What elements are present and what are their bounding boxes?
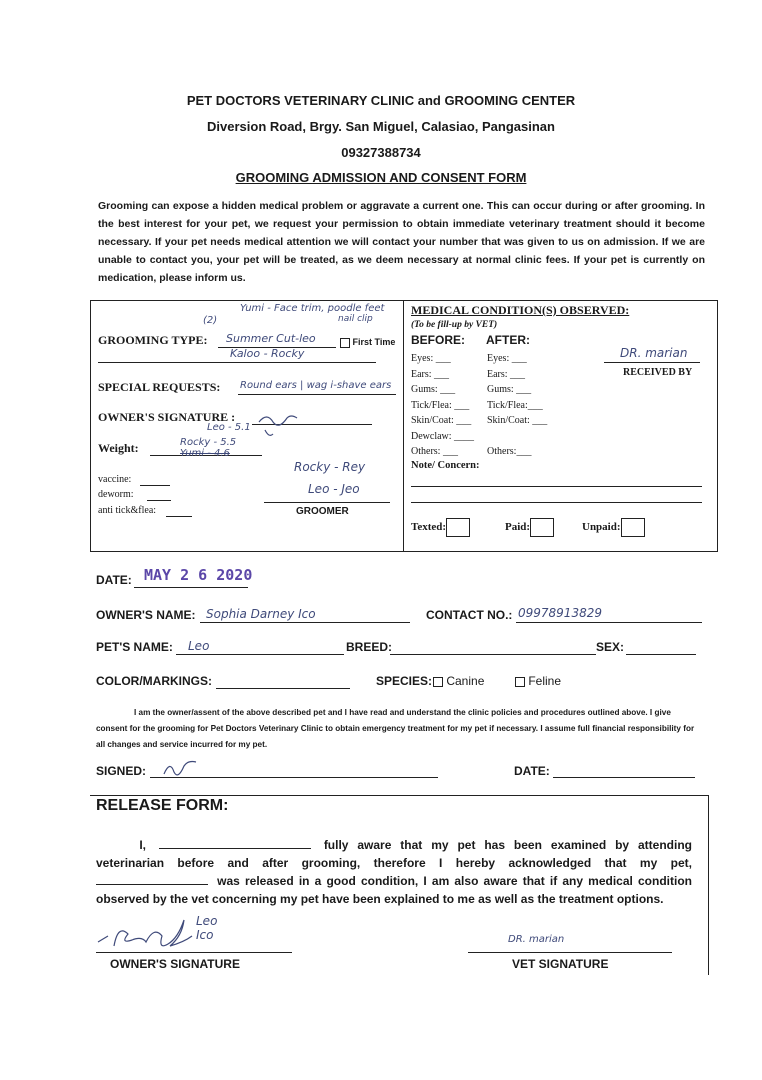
clinic-phone: 09327388734 — [341, 145, 421, 160]
release-title: RELEASE FORM: — [96, 797, 229, 814]
after-item: Skin/Coat: ___ — [487, 415, 548, 426]
after-item: Ears: ___ — [487, 368, 526, 380]
received-by-name: DR. marian — [620, 346, 688, 360]
species-label: SPECIES: — [376, 674, 433, 688]
owner-name-value[interactable]: Sophia Darney Ico — [206, 607, 316, 621]
antitick-line — [166, 516, 192, 517]
owner-name-line — [200, 622, 410, 623]
unpaid-checkbox[interactable] — [621, 518, 645, 537]
canine-label: Canine — [446, 674, 485, 688]
grooming-note-top: Yumi - Face trim, poodle feet — [240, 303, 385, 314]
before-item: Ears: ___ — [411, 368, 450, 380]
deworm-label: deworm: — [98, 489, 134, 500]
form-title: GROOMING ADMISSION AND CONSENT FORM — [235, 170, 527, 185]
grooming-note-nail: nail clip — [338, 314, 373, 324]
after-item: Tick/Flea:___ — [487, 399, 543, 411]
clinic-name: PET DOCTORS VETERINARY CLINIC and GROOMING CENTER — [186, 93, 576, 108]
sex-line[interactable] — [626, 654, 696, 655]
special-requests-line — [238, 394, 396, 395]
vaccine-line — [140, 485, 170, 486]
release-text-1: fully aware that my pet has been examined by attending veterinarian before and after grooming, therefore I hereby acknowledged that my pet, — [96, 838, 692, 870]
intro-paragraph: Grooming can expose a hidden medical problem or aggravate a current one. This can occur during or after grooming. In the best interest for your pet, we request your permission to obtain immediate veterinary treatment should it become necessary. If your pet needs medical attention we will contact your number that was given to us on admission. If we are unable to contact you, your pet will be treated, as we deem necessary at normal clinic fees. If your pet is currently on medication, please inform us. — [98, 200, 705, 284]
canine-option[interactable] — [433, 674, 484, 688]
release-pet-blank[interactable] — [96, 872, 208, 885]
paid-label: Paid: — [505, 521, 531, 534]
contact-value[interactable]: 09978913829 — [518, 606, 602, 620]
texted-option[interactable] — [411, 518, 470, 537]
unpaid-option[interactable] — [582, 518, 645, 537]
release-owner-handwriting: Leo Ico — [196, 914, 218, 942]
color-markings-label: COLOR/MARKINGS: — [96, 674, 212, 688]
grooming-type-line-2 — [98, 362, 376, 363]
before-item: Gums: ___ — [411, 384, 456, 395]
after-list — [487, 351, 547, 460]
vaccine-label: vaccine: — [98, 474, 132, 485]
consent-date-line[interactable] — [553, 777, 695, 778]
first-time-label: First Time — [352, 337, 396, 347]
paid-option[interactable] — [505, 518, 554, 537]
vet-signature-line — [468, 952, 672, 953]
before-list — [411, 351, 474, 460]
pet-name-value[interactable]: Leo — [188, 639, 210, 653]
owner-signature-scribble — [255, 410, 305, 440]
grooming-note-num: (2) — [203, 315, 218, 326]
texted-label: Texted: — [411, 521, 447, 534]
consent-date-label: DATE: — [514, 764, 550, 778]
breed-label: BREED: — [346, 640, 393, 654]
before-item: Skin/Coat: ___ — [411, 415, 472, 426]
release-vet-signature-label: VET SIGNATURE — [512, 957, 609, 971]
before-item: Others: ___ — [411, 446, 458, 457]
before-item: Eyes: ___ — [411, 353, 451, 364]
note-line-1[interactable] — [411, 486, 702, 487]
owner-signature-label: OWNER'S SIGNATURE : — [98, 410, 236, 424]
owner-signature-line-release — [96, 952, 292, 953]
release-i: I, — [139, 838, 146, 852]
box-divider — [403, 300, 404, 552]
first-time-checkbox[interactable] — [340, 338, 350, 348]
after-item: Others:___ — [487, 446, 532, 457]
feline-option[interactable] — [515, 674, 561, 688]
canine-checkbox[interactable] — [433, 677, 443, 687]
after-label: AFTER: — [486, 333, 530, 347]
texted-checkbox[interactable] — [446, 518, 470, 537]
before-item: Dewclaw: ____ — [411, 430, 475, 442]
medical-subtitle: (To be fill-up by VET) — [411, 320, 498, 330]
after-item: Eyes: ___ — [487, 353, 527, 364]
first-time-option[interactable] — [340, 337, 395, 348]
signed-label: SIGNED: — [96, 764, 147, 778]
release-owner-signature-label: OWNER'S SIGNATURE — [110, 957, 240, 971]
weight-value-1: Rocky - 5.5 — [180, 437, 237, 448]
after-item — [487, 429, 547, 445]
feline-label: Feline — [528, 674, 562, 688]
groomer-label: GROOMER — [296, 506, 349, 517]
release-right-border — [708, 795, 709, 975]
note-concern-label: Note/ Concern: — [411, 460, 480, 471]
weight-label: Weight: — [98, 441, 139, 455]
unpaid-label: Unpaid: — [582, 521, 621, 534]
release-vet-handwriting: DR. marian — [508, 934, 565, 945]
special-requests-value[interactable]: Round ears | wag i-shave ears — [240, 380, 392, 391]
received-by-label: RECEIVED BY — [623, 367, 693, 378]
note-line-2[interactable] — [411, 502, 702, 503]
deworm-line — [147, 500, 171, 501]
groomer-name-0: Rocky - Rey — [294, 460, 366, 474]
date-line — [134, 587, 248, 588]
grooming-type-label: GROOMING TYPE: — [98, 333, 208, 347]
color-markings-line[interactable] — [216, 688, 350, 689]
date-stamp[interactable]: MAY 2 6 2020 — [144, 566, 253, 584]
clinic-address: Diversion Road, Brgy. San Miguel, Calasiao, Pangasinan — [207, 119, 555, 134]
groomer-name-1: Leo - Jeo — [308, 482, 360, 496]
release-text-2: was released in a good condition, I am also aware that if any medical condition observed by the vet concerning my pet have been explained to me as well as the treatment options. — [96, 874, 692, 906]
release-top-border — [90, 795, 708, 796]
received-by-line — [604, 362, 700, 363]
weight-value-0: Leo - 5.1 — [207, 422, 251, 433]
grooming-type-value-2[interactable]: Kaloo - Rocky — [230, 347, 305, 360]
pet-name-label: PET'S NAME: — [96, 640, 173, 654]
medical-title: MEDICAL CONDITION(S) OBSERVED: — [411, 303, 630, 317]
grooming-type-value[interactable]: Summer Cut-leo — [226, 332, 316, 345]
signed-scribble — [160, 756, 200, 782]
owner-name-label: OWNER'S NAME: — [96, 608, 196, 622]
sex-label: SEX: — [596, 640, 625, 654]
contact-label: CONTACT NO.: — [426, 608, 513, 622]
before-label: BEFORE: — [411, 333, 465, 347]
before-item: Tick/Flea: ___ — [411, 399, 470, 411]
consent-text: I am the owner/assent of the above described pet and I have read and understand the clinic policies and procedures outlined above. I give consent for the grooming for Pet Doctors Veterinary Clinic to obtain emergency treatment for my pet if necessary. I assume full financial responsibility for all changes and service incurred for my pet. — [96, 708, 695, 749]
breed-line[interactable] — [390, 654, 596, 655]
paid-checkbox[interactable] — [530, 518, 554, 537]
antitick-label: anti tick&flea: — [98, 505, 157, 516]
pet-name-line — [176, 654, 344, 655]
feline-checkbox[interactable] — [515, 677, 525, 687]
special-requests-label: SPECIAL REQUESTS: — [98, 380, 221, 394]
release-owner-blank[interactable] — [159, 836, 311, 849]
after-item: Gums: ___ — [487, 384, 532, 395]
weight-value-2: Yumi - 4.6 — [180, 448, 230, 459]
release-paragraph — [96, 836, 692, 908]
groomer-line — [264, 502, 390, 503]
date-label: DATE: — [96, 573, 132, 587]
contact-line — [516, 622, 702, 623]
